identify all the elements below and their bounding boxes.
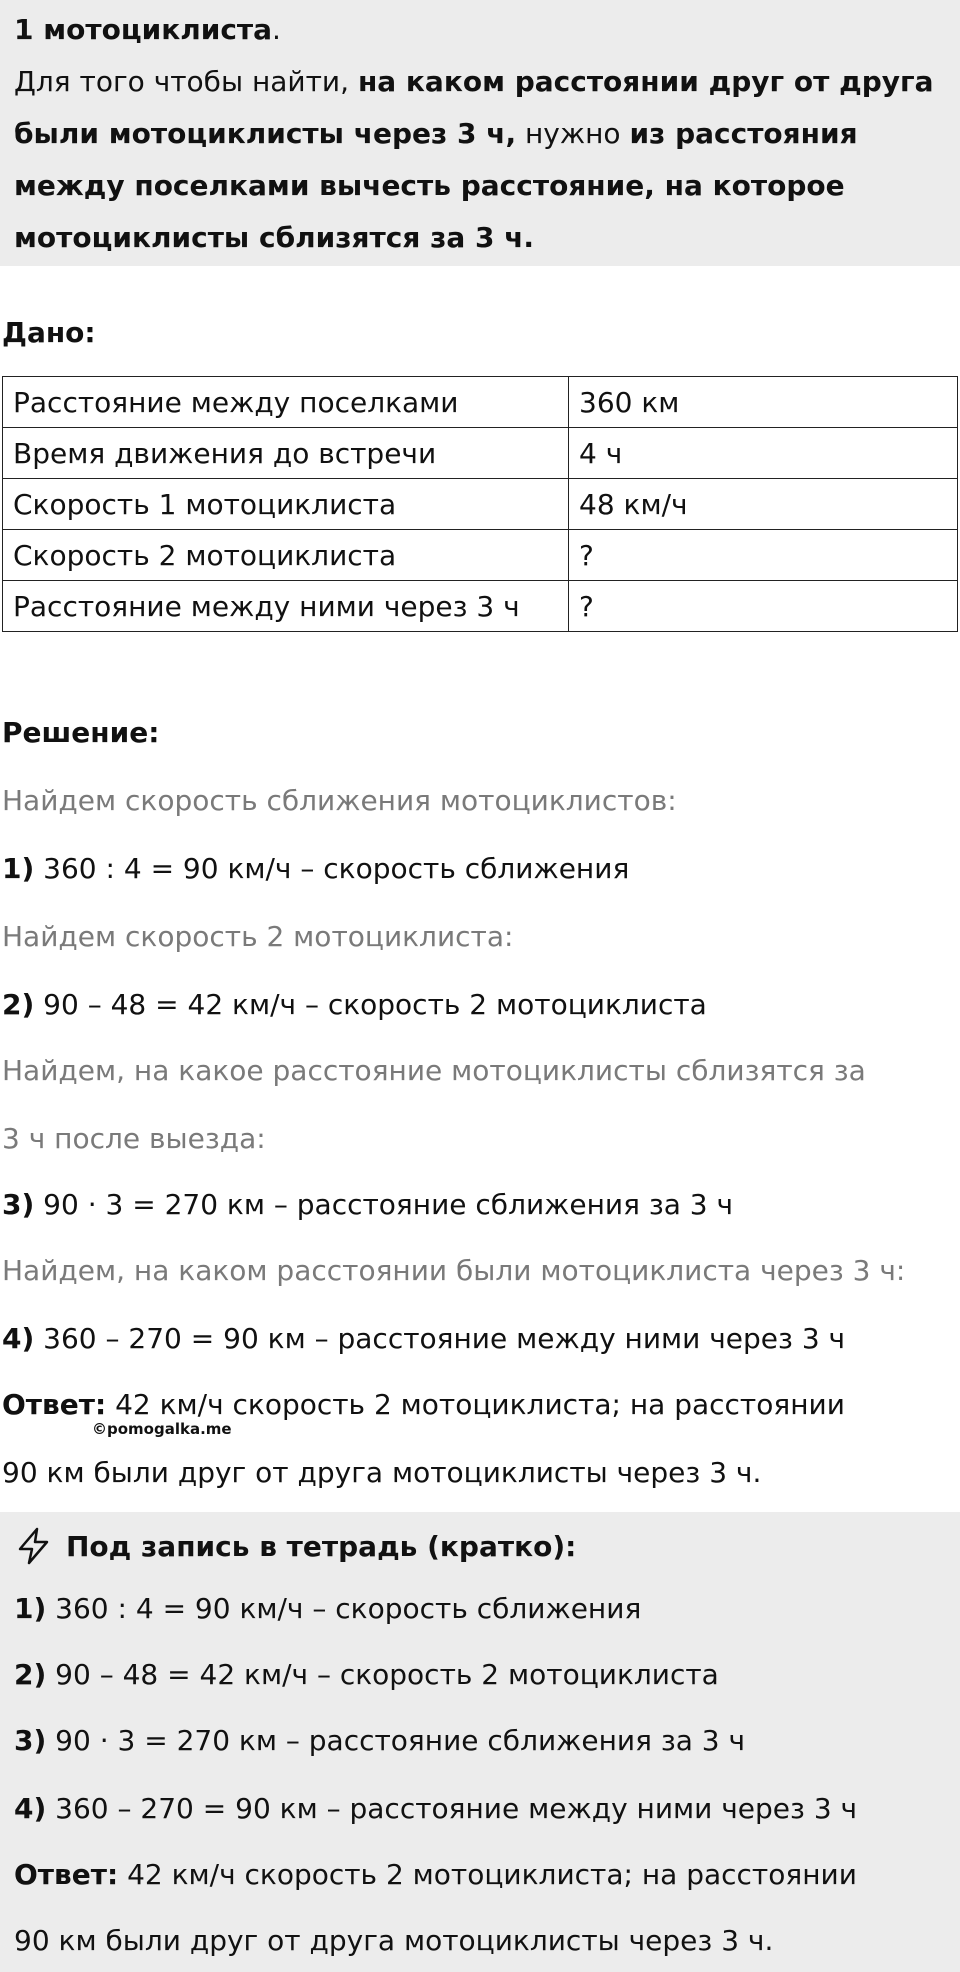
notebook-step-4	[14, 1792, 857, 1825]
given-row	[3, 530, 958, 581]
given-label: Расстояние между поселками	[3, 377, 569, 428]
hint-3-line-2: 3 ч после выезда:	[2, 1122, 266, 1155]
step-2	[2, 988, 707, 1021]
step-number: 2)	[14, 1658, 47, 1691]
step-number: 1)	[2, 852, 35, 885]
notebook-step-1	[14, 1592, 641, 1625]
given-table	[2, 376, 958, 632]
step-text: 360 : 4 = 90 км/ч – скорость сближения	[34, 852, 630, 885]
answer-label: Ответ:	[14, 1858, 119, 1891]
given-value: 4 ч	[569, 428, 958, 479]
step-number: 3)	[14, 1724, 47, 1757]
hint-3-line-1: Найдем, на какое расстояние мотоциклисты сблизятся за	[2, 1054, 866, 1087]
intro-plain: Для того чтобы найти,	[14, 65, 358, 98]
intro-line-5: мотоциклисты сблизятся за 3 ч.	[14, 221, 535, 254]
intro-bold: 1 мотоциклиста	[14, 13, 273, 46]
given-label: Скорость 2 мотоциклиста	[3, 530, 569, 581]
answer-text: 42 км/ч скорость 2 мотоциклиста; на расстоянии	[118, 1858, 857, 1891]
given-label: Скорость 1 мотоциклиста	[3, 479, 569, 530]
intro-line-2	[14, 56, 934, 108]
notebook-title-text: Под запись в тетрадь (кратко):	[66, 1529, 577, 1563]
given-label: Время движения до встречи	[3, 428, 569, 479]
intro-line-3	[14, 108, 858, 160]
answer-line-2: 90 км были друг от друга мотоциклисты через 3 ч.	[2, 1456, 762, 1489]
step-text: 90 · 3 = 270 км – расстояние сближения за 3 ч	[46, 1724, 746, 1757]
given-row	[3, 581, 958, 632]
intro-line-4: между поселками вычесть расстояние, на которое	[14, 169, 845, 202]
notebook-answer-line-2: 90 км были друг от друга мотоциклисты через 3 ч.	[14, 1924, 774, 1957]
notebook-step-2	[14, 1658, 719, 1691]
notebook-step-3	[14, 1724, 745, 1757]
step-text: 90 – 48 = 42 км/ч – скорость 2 мотоциклиста	[34, 988, 707, 1021]
given-row	[3, 479, 958, 530]
step-text: 360 – 270 = 90 км – расстояние между ними через 3 ч	[46, 1792, 858, 1825]
given-row	[3, 377, 958, 428]
intro-line-1	[14, 4, 281, 56]
step-number: 4)	[2, 1322, 35, 1355]
intro-bold: на каком расстоянии друг от друга	[357, 65, 934, 98]
given-value: 48 км/ч	[569, 479, 958, 530]
given-label: Расстояние между ними через 3 ч	[3, 581, 569, 632]
given-value: 360 км	[569, 377, 958, 428]
intro-tail: .	[272, 13, 281, 46]
lightning-icon	[14, 1526, 54, 1566]
intro-plain: нужно	[516, 117, 630, 150]
step-text: 90 – 48 = 42 км/ч – скорость 2 мотоциклиста	[46, 1658, 719, 1691]
answer-label: Ответ:	[2, 1388, 107, 1421]
hint-4: Найдем, на каком расстоянии были мотоциклиста через 3 ч:	[2, 1254, 906, 1287]
intro-bold: из расстояния	[629, 117, 858, 150]
step-1	[2, 852, 629, 885]
given-row	[3, 428, 958, 479]
step-number: 1)	[14, 1592, 47, 1625]
intro-box	[0, 0, 960, 266]
step-text: 360 – 270 = 90 км – расстояние между ними через 3 ч	[34, 1322, 846, 1355]
watermark: ©pomogalka.me	[92, 1420, 232, 1438]
step-number: 4)	[14, 1792, 47, 1825]
notebook-title	[14, 1526, 576, 1566]
answer-line-1	[2, 1388, 845, 1421]
step-4	[2, 1322, 845, 1355]
step-text: 90 · 3 = 270 км – расстояние сближения за 3 ч	[34, 1188, 734, 1221]
step-number: 2)	[2, 988, 35, 1021]
notebook-answer-line-1	[14, 1858, 857, 1891]
hint-2: Найдем скорость 2 мотоциклиста:	[2, 920, 514, 953]
given-value: ?	[569, 530, 958, 581]
step-text: 360 : 4 = 90 км/ч – скорость сближения	[46, 1592, 642, 1625]
step-3	[2, 1188, 733, 1221]
notebook-box	[0, 1512, 960, 1972]
answer-text: 42 км/ч скорость 2 мотоциклиста; на расстоянии	[106, 1388, 845, 1421]
solution-heading: Решение:	[2, 716, 160, 749]
given-heading: Дано:	[2, 316, 96, 349]
given-value: ?	[569, 581, 958, 632]
hint-1: Найдем скорость сближения мотоциклистов:	[2, 784, 677, 817]
intro-bold: были мотоциклисты через 3 ч,	[14, 117, 517, 150]
step-number: 3)	[2, 1188, 35, 1221]
